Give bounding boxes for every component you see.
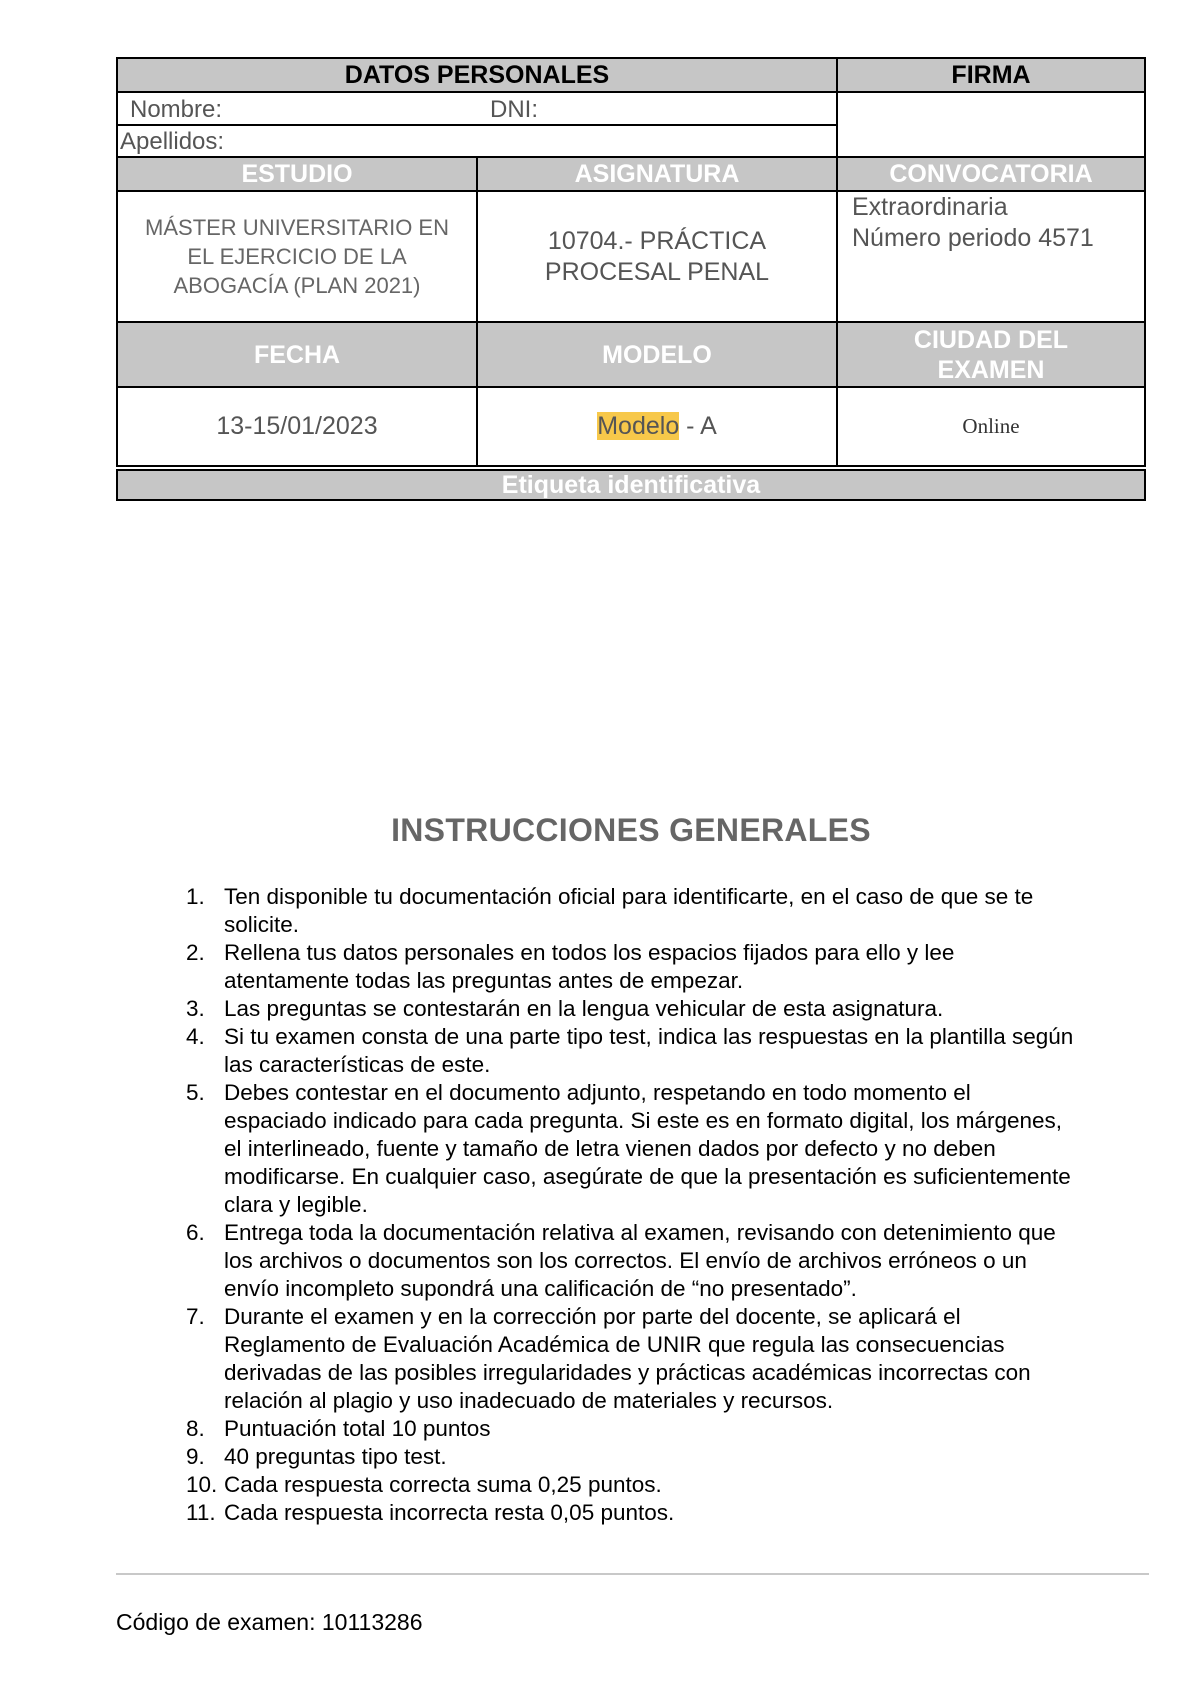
instruction-number: 10. <box>186 1472 218 1497</box>
modelo-header <box>476 321 838 388</box>
estudio-header <box>116 156 478 192</box>
apellidos-label: Apellidos: <box>120 128 225 155</box>
instruction-item <box>186 1219 1146 1303</box>
instruction-item <box>186 1023 1146 1079</box>
instruction-line: Entrega toda la documentación relativa al examen, revisando con detenimiento que <box>224 1220 1056 1245</box>
instruction-line: Si tu examen consta de una parte tipo test, indica las respuestas en la plantilla según <box>224 1024 1074 1049</box>
instruction-number: 6. <box>186 1220 205 1245</box>
modelo-label: MODELO <box>602 340 712 369</box>
firma-header <box>836 57 1146 93</box>
instruction-item <box>186 883 1146 939</box>
estudio-line: MÁSTER UNIVERSITARIO EN <box>145 215 449 240</box>
instruction-item <box>186 1079 1146 1219</box>
instruction-line: relación al plagio y uso inadecuado de materiales y recursos. <box>224 1388 834 1413</box>
fecha-text: 13-15/01/2023 <box>216 412 378 440</box>
estudio-line: EL EJERCICIO DE LA <box>187 244 407 269</box>
instruction-line: Rellena tus datos personales en todos los espacios fijados para ello y lee <box>224 940 955 965</box>
instruction-number: 2. <box>186 940 205 965</box>
estudio-label: ESTUDIO <box>241 160 353 188</box>
convocatoria-line: Número periodo 4571 <box>852 224 1094 252</box>
nombre-label: Nombre: <box>130 96 223 123</box>
asignatura-label: ASIGNATURA <box>574 160 740 188</box>
ciudad-text: Online <box>962 414 1020 438</box>
modelo-suffix: - A <box>679 412 717 440</box>
datos-personales-header <box>116 57 838 93</box>
instruction-item <box>186 1303 1146 1415</box>
instruction-line: espaciado indicado para cada pregunta. Si este es en formato digital, los márgenes, <box>224 1108 1063 1133</box>
estudio-value <box>116 190 478 323</box>
etiqueta-bar <box>116 469 1146 501</box>
instruction-line: el interlineado, fuente y tamaño de letra vienen dados por defecto y no deben <box>224 1136 996 1161</box>
instruction-line: envío incompleto supondrá una calificación de “no presentado”. <box>224 1276 857 1301</box>
asignatura-header <box>476 156 838 192</box>
instruction-line: Reglamento de Evaluación Académica de UNIR que regula las consecuencias <box>224 1332 1005 1357</box>
fecha-header <box>116 321 478 388</box>
instruction-item <box>186 1415 1146 1443</box>
ciudad-label-line: EXAMEN <box>937 355 1045 384</box>
instruction-item <box>186 1471 1146 1499</box>
footer-divider <box>116 1573 1149 1575</box>
instruction-line: clara y legible. <box>224 1192 368 1217</box>
asignatura-line: PROCESAL PENAL <box>544 257 770 286</box>
instruction-number: 5. <box>186 1080 205 1105</box>
instruction-line: modificarse. En cualquier caso, asegúrate de que la presentación es suficientemente <box>224 1164 1071 1189</box>
instruction-line: Cada respuesta incorrecta resta 0,05 puntos. <box>224 1500 675 1525</box>
instruction-item <box>186 1443 1146 1471</box>
instruction-number: 3. <box>186 996 205 1021</box>
modelo-value <box>476 386 838 467</box>
modelo-highlight: Modelo <box>597 412 680 440</box>
asignatura-line: 10704.- PRÁCTICA <box>547 226 767 255</box>
convocatoria-header <box>836 156 1146 192</box>
datos-personales-label: DATOS PERSONALES <box>344 60 610 89</box>
convocatoria-label: CONVOCATORIA <box>889 160 1093 188</box>
instruction-number: 9. <box>186 1444 205 1469</box>
convocatoria-line: Extraordinaria <box>852 193 1008 221</box>
instruction-line: atentamente todas las preguntas antes de empezar. <box>224 968 744 993</box>
instruction-number: 8. <box>186 1416 205 1441</box>
instruction-item <box>186 995 1146 1023</box>
apellidos-field[interactable] <box>116 124 838 158</box>
instruction-line: solicite. <box>224 912 300 937</box>
dni-label: DNI: <box>490 96 538 123</box>
instructions-title: INSTRUCCIONES GENERALES <box>391 812 871 848</box>
exam-header-table <box>116 57 1146 501</box>
ciudad-label-line: CIUDAD DEL <box>913 325 1069 354</box>
ciudad-header <box>836 321 1146 388</box>
fecha-label: FECHA <box>253 340 341 369</box>
fecha-value <box>116 386 478 467</box>
instruction-number: 4. <box>186 1024 205 1049</box>
instruction-line: Durante el examen y en la corrección por parte del docente, se aplicará el <box>224 1304 961 1329</box>
instruction-line: Ten disponible tu documentación oficial para identificarte, en el caso de que se te <box>224 884 1034 909</box>
instruction-number: 11. <box>186 1500 216 1525</box>
instruction-line: los archivos o documentos son los correctos. El envío de archivos erróneos o un <box>224 1248 1027 1273</box>
convocatoria-value <box>836 190 1146 323</box>
ciudad-value <box>836 386 1146 467</box>
instruction-line: 40 preguntas tipo test. <box>224 1444 447 1469</box>
instruction-line: Cada respuesta correcta suma 0,25 puntos. <box>224 1472 662 1497</box>
firma-label: FIRMA <box>951 60 1031 89</box>
nombre-dni-field[interactable] <box>116 91 838 126</box>
instructions-list <box>186 883 1146 1527</box>
instruction-line: las características de este. <box>224 1052 491 1077</box>
firma-box[interactable] <box>836 91 1146 158</box>
instruction-line: Puntuación total 10 puntos <box>224 1416 491 1441</box>
instruction-item <box>186 1499 1146 1527</box>
etiqueta-label: Etiqueta identificativa <box>501 471 761 499</box>
instruction-number: 1. <box>186 884 205 909</box>
asignatura-value <box>476 190 838 323</box>
instruction-line: Debes contestar en el documento adjunto, respetando en todo momento el <box>224 1080 971 1105</box>
exam-code: Código de examen: 10113286 <box>116 1609 423 1635</box>
estudio-line: ABOGACÍA (PLAN 2021) <box>173 273 421 298</box>
instruction-item <box>186 939 1146 995</box>
instruction-line: derivadas de las posibles irregularidades y prácticas académicas incorrectas con <box>224 1360 1031 1385</box>
instruction-line: Las preguntas se contestarán en la lengua vehicular de esta asignatura. <box>224 996 944 1021</box>
instruction-number: 7. <box>186 1304 205 1329</box>
